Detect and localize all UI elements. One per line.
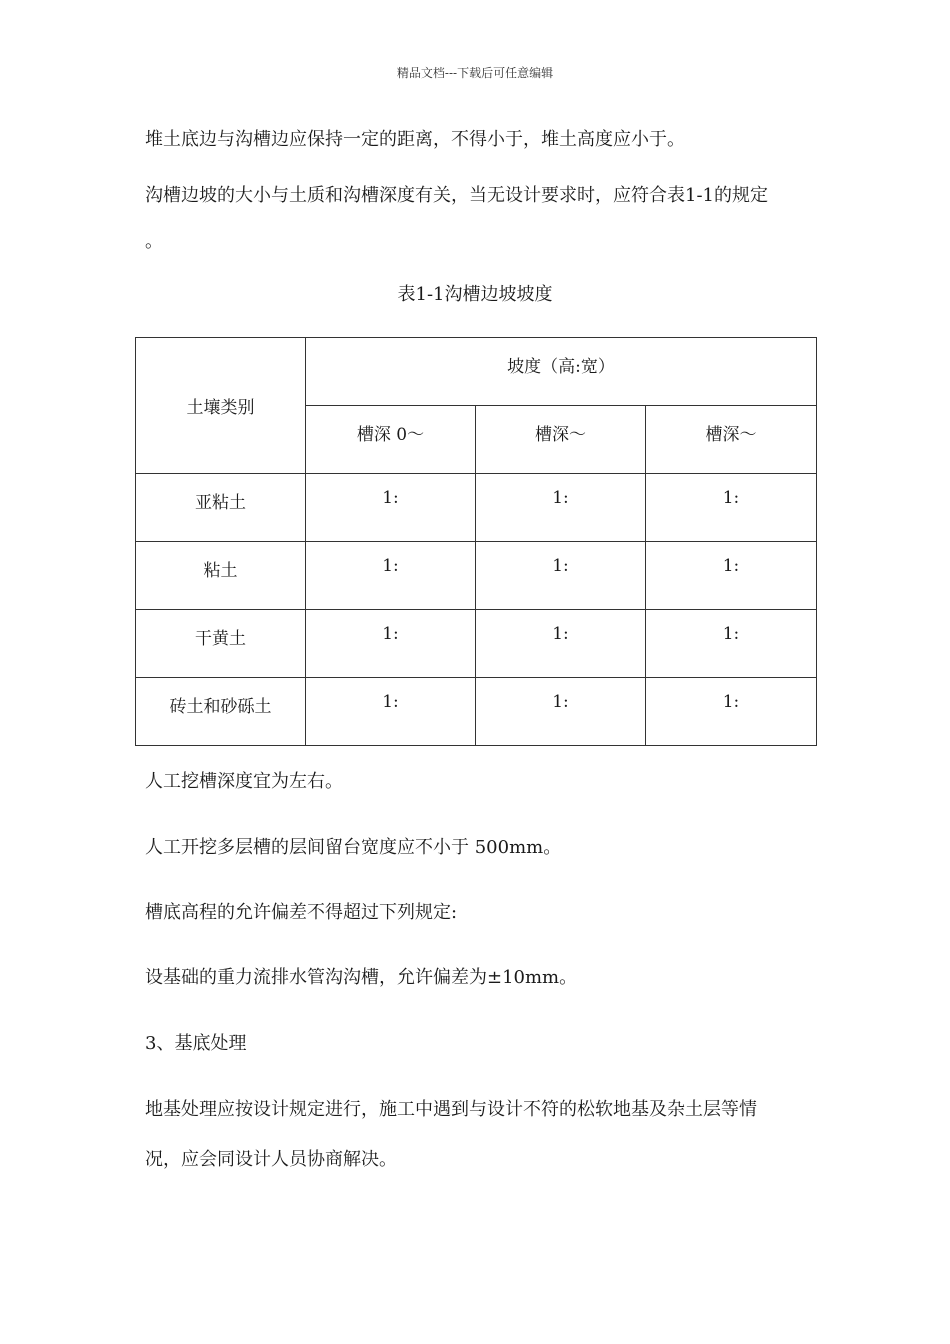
slope-cell: 1: (646, 678, 817, 746)
soil-cell: 砖土和砂砾土 (136, 678, 306, 746)
slope-cell: 1: (306, 542, 476, 610)
header-depth-3: 槽深～ (646, 406, 817, 474)
paragraph-slope-line-2: 。 (145, 231, 163, 252)
slope-cell: 1: (306, 610, 476, 678)
table-row (136, 678, 817, 746)
header-slope: 坡度（高:宽） (306, 338, 817, 406)
slope-cell: 1: (646, 542, 817, 610)
table-caption: 表1-1沟槽边坡坡度 (397, 284, 553, 305)
slope-cell: 1: (306, 474, 476, 542)
paragraph-elevation-tolerance: 槽底高程的允许偏差不得超过下列规定: (145, 902, 458, 923)
table-header-row (136, 338, 817, 406)
paragraph-gravity-pipe: 设基础的重力流排水管沟沟槽，允许偏差为±10mm。 (145, 967, 578, 988)
paragraph-dig-depth: 人工挖槽深度宜为左右。 (145, 771, 343, 792)
slope-cell: 1: (306, 678, 476, 746)
slope-table (135, 337, 817, 746)
page-header: 精品文档---下载后可任意编辑 (396, 66, 554, 80)
soil-cell: 亚粘土 (136, 474, 306, 542)
header-depth-2: 槽深～ (476, 406, 646, 474)
paragraph-multi-layer: 人工开挖多层槽的层间留台宽度应不小于 500mm。 (145, 837, 562, 858)
soil-cell: 粘土 (136, 542, 306, 610)
slope-cell: 1: (476, 678, 646, 746)
table-row (136, 542, 817, 610)
paragraph-soil-pile: 堆土底边与沟槽边应保持一定的距离，不得小于，堆土高度应小于。 (145, 129, 685, 150)
paragraph-slope-line-1: 沟槽边坡的大小与土质和沟槽深度有关，当无设计要求时，应符合表1-1的规定 (145, 185, 768, 206)
header-soil-type: 土壤类别 (136, 338, 306, 474)
slope-cell: 1: (476, 474, 646, 542)
slope-cell: 1: (476, 542, 646, 610)
slope-cell: 1: (646, 610, 817, 678)
paragraph-foundation-line-1: 地基处理应按设计规定进行，施工中遇到与设计不符的松软地基及杂土层等情 (145, 1099, 757, 1120)
soil-cell: 干黄土 (136, 610, 306, 678)
table-row (136, 610, 817, 678)
header-depth-1: 槽深 0～ (306, 406, 476, 474)
table-row (136, 474, 817, 542)
slope-cell: 1: (476, 610, 646, 678)
slope-cell: 1: (646, 474, 817, 542)
section-heading-base-treatment: 3、基底处理 (145, 1033, 247, 1054)
paragraph-foundation-line-2: 况，应会同设计人员协商解决。 (145, 1149, 397, 1170)
